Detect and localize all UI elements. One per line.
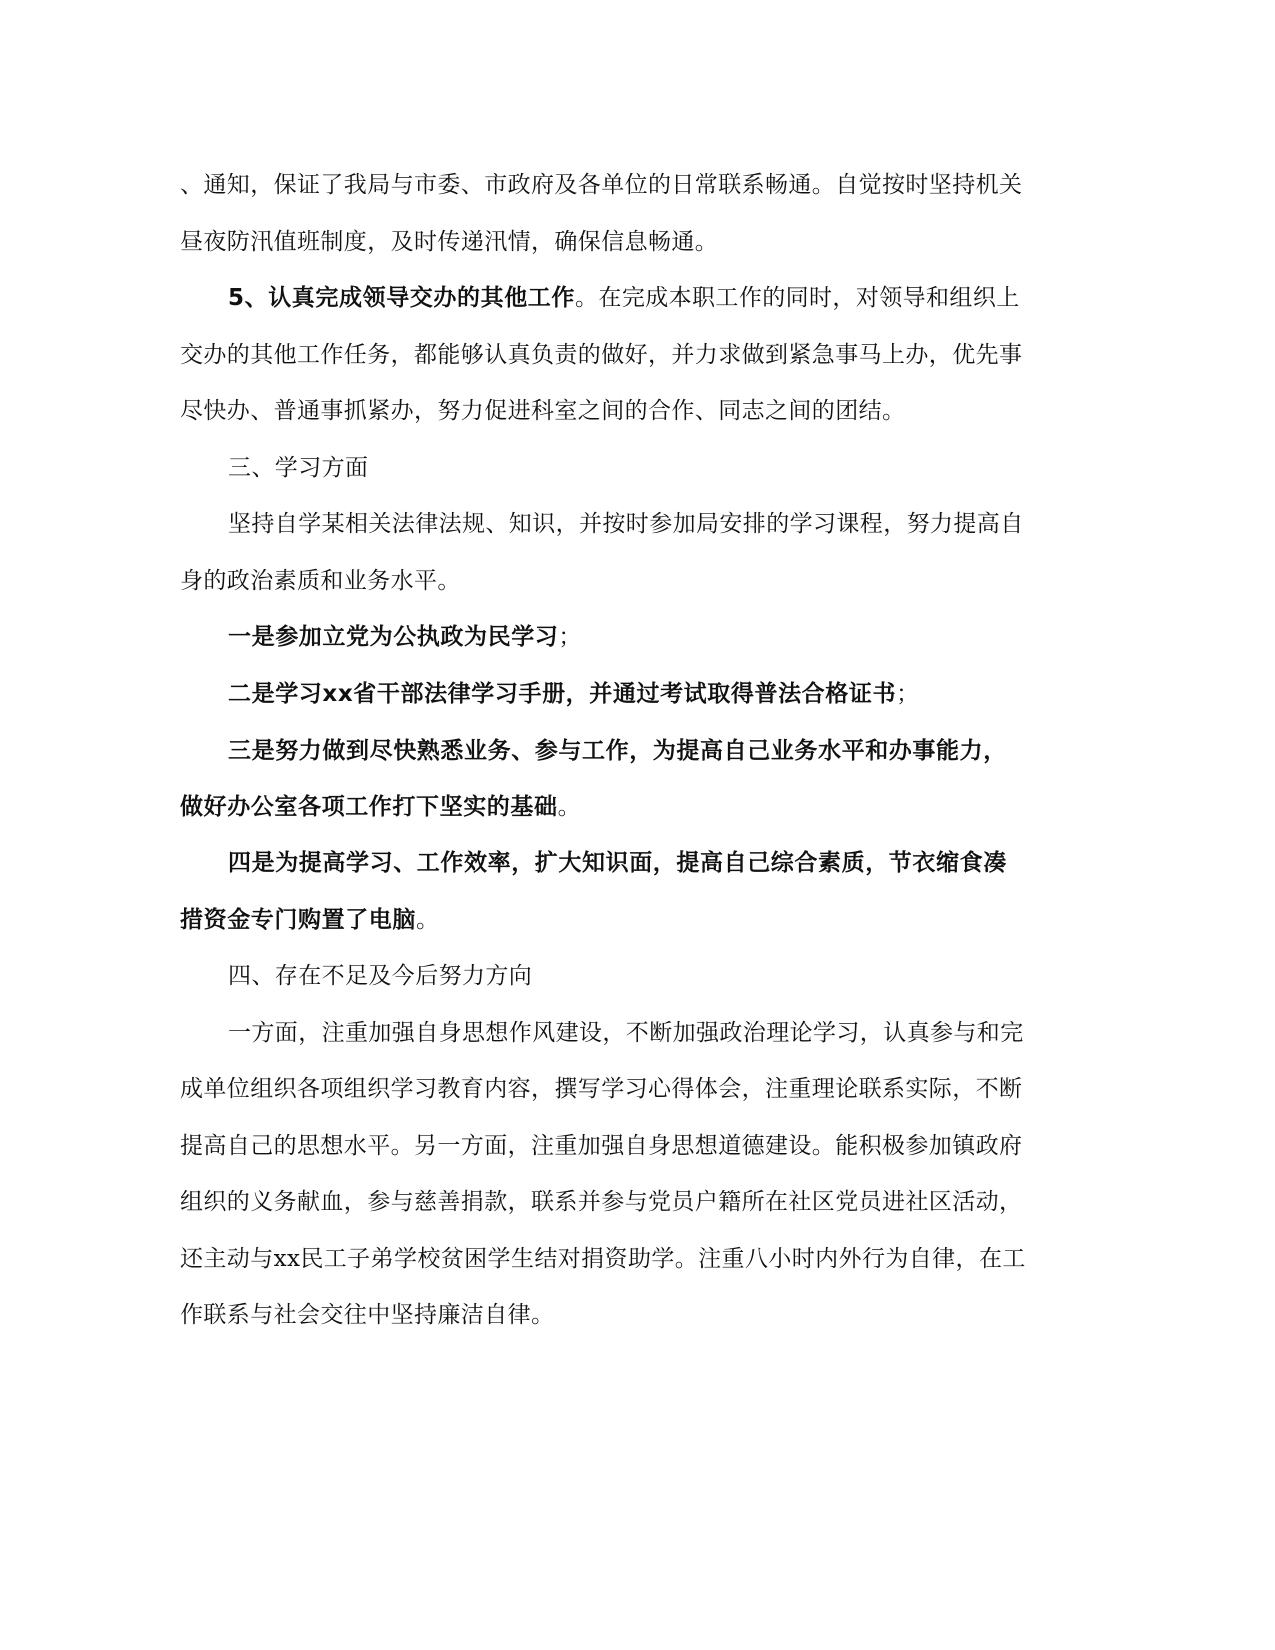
para2-line3: 尽快办、普通事抓紧办，努力促进科室之间的合作、同志之间的团结。 [180, 398, 906, 424]
para3-line2: 身的政治素质和业务水平。 [180, 568, 461, 594]
para3-line1: 坚持自学某相关法律法规、知识，并按时参加局安排的学习课程，努力提高自 [228, 511, 1024, 537]
list-item-3-line2-bold: 做好办公室各项工作打下坚实的基础 [180, 794, 558, 820]
list-item-4-line2 [180, 905, 439, 935]
para2-line2: 交办的其他工作任务，都能够认真负责的做好，并力求做到紧急事马上办，优先事 [180, 342, 1023, 368]
list-item-1-bold: 一是参加立党为公执政为民学习 [228, 624, 559, 650]
para2-heading-bold: 5、认真完成领导交办的其他工作 [228, 285, 576, 311]
list-item-3-line1: 三是努力做到尽快熟悉业务、参与工作，为提高自己业务水平和办事能力， [228, 738, 1007, 764]
para2-line1-rest: 。在完成本职工作的同时，对领导和组织上 [575, 285, 1020, 311]
para2-line1 [228, 283, 1020, 313]
para4-line2: 成单位组织各项组织学习教育内容，撰写学习心得体会，注重理论联系实际，不断 [180, 1076, 1023, 1102]
list-item-3-line2 [180, 792, 581, 822]
para4-line3: 提高自己的思想水平。另一方面，注重加强自身思想道德建设。能积极参加镇政府 [180, 1133, 1023, 1159]
list-item-2-bold: 二是学习xx省干部法律学习手册，并通过考试取得普法合格证书 [228, 681, 897, 707]
para1-line2: 昼夜防汛值班制度，及时传递汛情，确保信息畅通。 [180, 229, 719, 255]
para4-line5: 还主动与xx民工子弟学校贫困学生结对捐资助学。注重八小时内外行为自律，在工 [180, 1246, 1026, 1272]
list-item-1-rest: ； [558, 624, 582, 650]
para4-line1: 一方面，注重加强自身思想作风建设，不断加强政治理论学习，认真参与和完 [228, 1020, 1024, 1046]
section-heading-3: 三、学习方面 [228, 455, 369, 481]
list-item-3-line2-rest: 。 [557, 794, 582, 820]
para4-line6: 作联系与社会交往中坚持廉洁自律。 [180, 1302, 555, 1328]
para4-line4: 组织的义务献血，参与慈善捐款，联系并参与党员户籍所在社区党员进社区活动， [180, 1189, 1023, 1215]
list-item-4-line1: 四是为提高学习、工作效率，扩大知识面，提高自己综合素质，节衣缩食凑 [228, 850, 1007, 876]
para1-line1: 、通知，保证了我局与市委、市政府及各单位的日常联系畅通。自觉按时坚持机关 [180, 172, 1023, 198]
list-item-4-line2-rest: 。 [416, 907, 440, 933]
list-item-2-rest: ； [896, 681, 920, 707]
list-item-1 [228, 622, 582, 652]
section-heading-4: 四、存在不足及今后努力方向 [228, 963, 533, 989]
list-item-2 [228, 679, 919, 709]
list-item-4-line2-bold: 措资金专门购置了电脑 [180, 907, 416, 933]
